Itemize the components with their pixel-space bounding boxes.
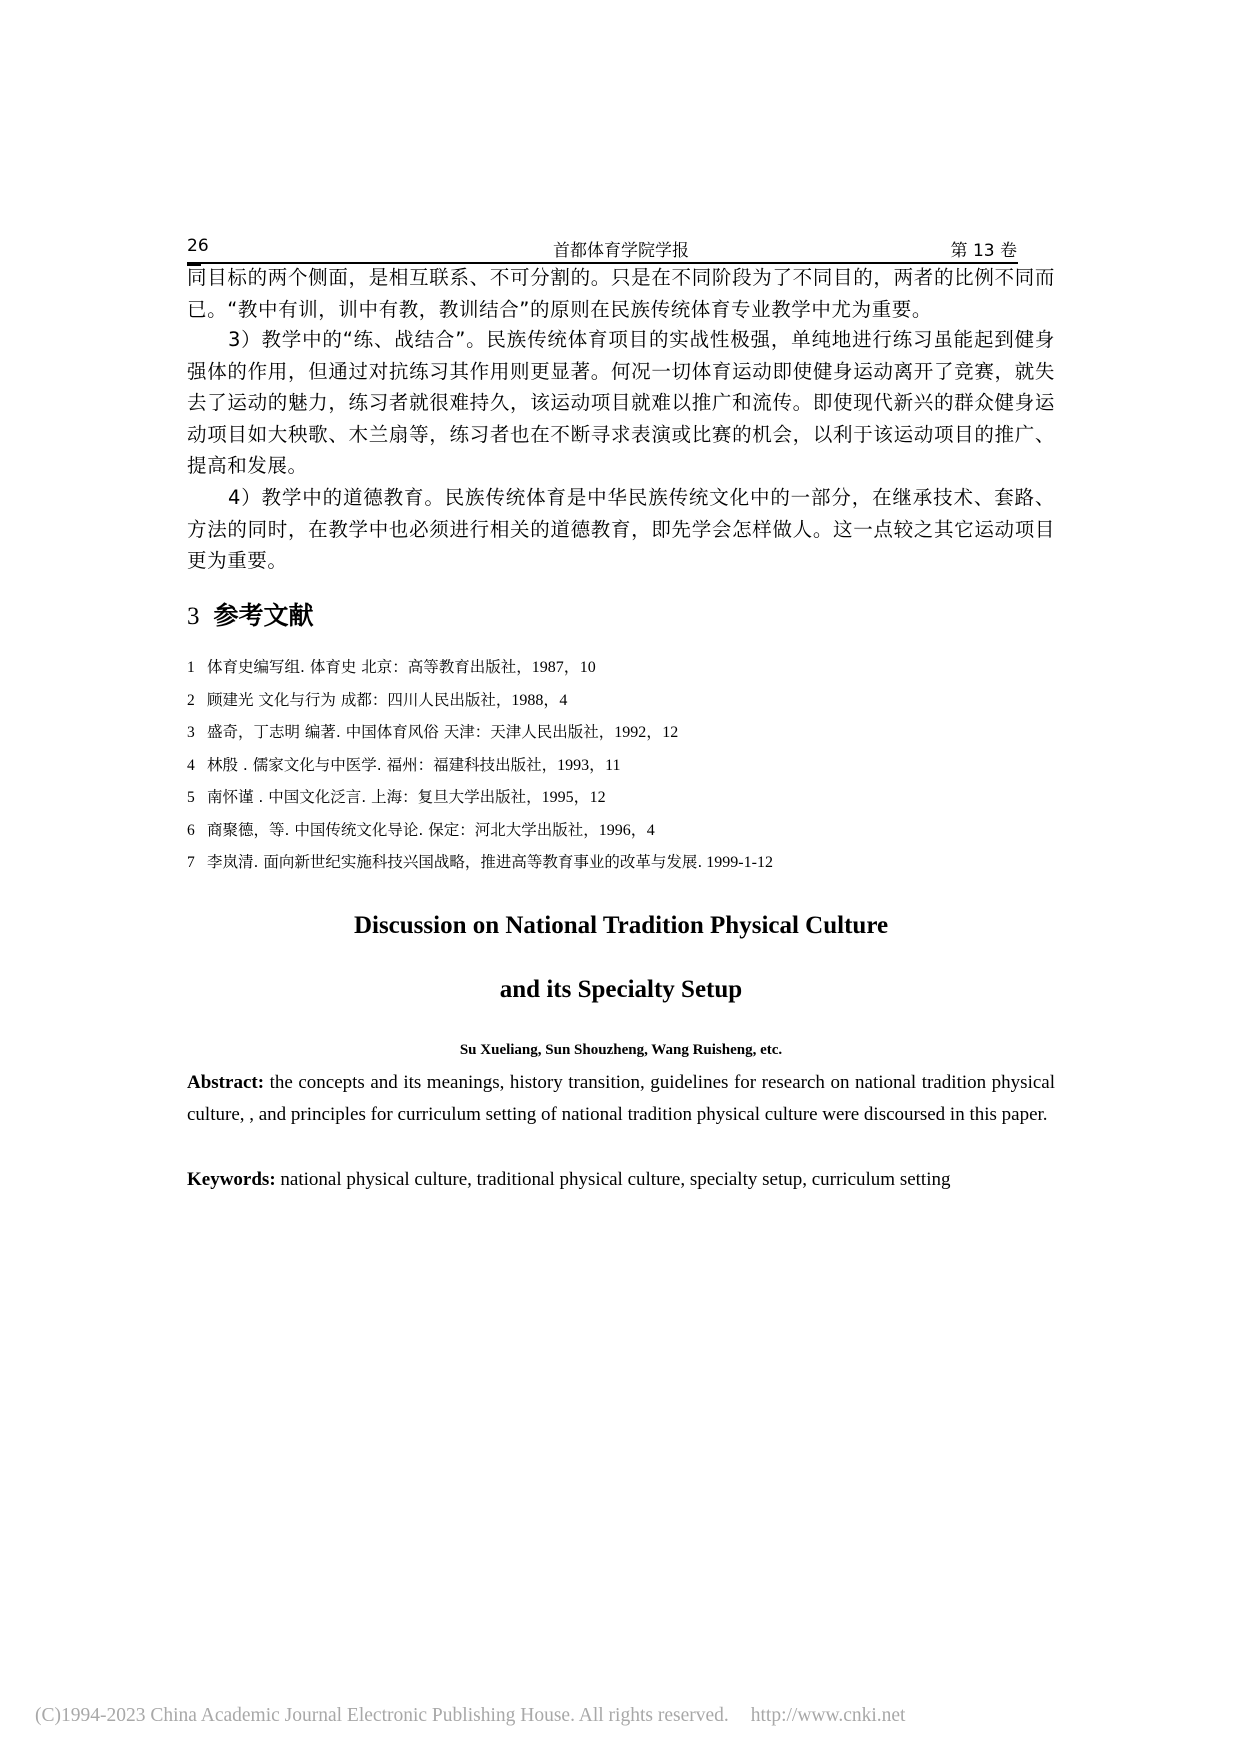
reference-number: 7 xyxy=(187,854,195,871)
reference-item xyxy=(187,754,1067,787)
reference-item xyxy=(187,851,1067,884)
section-title: 参考文献 xyxy=(213,601,314,630)
reference-text: 林殷 . 儒家文化与中医学. 福州：福建科技出版社， xyxy=(207,755,558,774)
journal-name: 首都体育学院学报 xyxy=(553,241,689,261)
reference-text: 顾建光 文化与行为 成都：四川人民出版社， xyxy=(207,690,512,709)
copyright-text: (C)1994-2023 China Academic Journal Electronic Publishing House. All rights reserved. xyxy=(35,1705,729,1726)
reference-item xyxy=(187,689,1067,722)
section-number: 3 xyxy=(187,603,200,630)
reference-number: 6 xyxy=(187,821,195,839)
reference-date: 1992，12 xyxy=(614,724,679,741)
reference-number: 2 xyxy=(187,691,195,709)
reference-number: 3 xyxy=(187,724,195,741)
english-keywords xyxy=(187,1164,1055,1196)
reference-number: 1 xyxy=(187,659,195,676)
reference-item xyxy=(187,819,1067,852)
keywords-text: national physical culture, traditional physical culture, specialty setup, curriculum setting xyxy=(275,1169,951,1190)
reference-text: 李岚清. 面向新世纪实施科技兴国战略，推进高等教育事业的改革与发展. xyxy=(207,853,703,871)
body-paragraph-3 xyxy=(187,482,1055,577)
keywords-label: Keywords: xyxy=(187,1169,276,1190)
reference-date: 1987，10 xyxy=(531,659,596,676)
reference-date: 1996，4 xyxy=(598,821,655,839)
paragraph-text: 3）教学中的“练、战结合”。民族传统体育项目的实战性极强，单纯地进行练习虽能起到健身强体的作用，但通过对抗练习其作用则更显著。何况一切体育运动即使健身运动离开了竞赛，就失去了运动的魅力，练习者就很难持久，该运动项目就难以推广和流传。即使现代新兴的群众健身运动项目如大秧歌、木兰扇等，练习者也在不断寻求表演或比赛的机会，以利于该运动项目的推广、提高和发展。 xyxy=(187,328,1055,477)
section-heading-references xyxy=(187,596,314,632)
reference-date: 1993，11 xyxy=(557,756,621,774)
reference-item xyxy=(187,721,1067,754)
reference-item xyxy=(187,656,1067,689)
english-title-line-1: Discussion on National Tradition Physical Culture xyxy=(353,912,889,939)
running-header xyxy=(187,236,1055,260)
abstract-text: the concepts and its meanings, history transition, guidelines for research on national tradition physical culture, , and principles for curriculum setting of national tradition physical culture were discoursed in this paper. xyxy=(187,1072,1055,1125)
reference-item xyxy=(187,786,1067,819)
paragraph-text: 4）教学中的道德教育。民族传统体育是中华民族传统文化中的一部分，在继承技术、套路、方法的同时，在教学中也必须进行相关的道德教育，即先学会怎样做人。这一点较之其它运动项目更为重要。 xyxy=(187,486,1055,572)
reference-list xyxy=(187,656,1067,884)
reference-text: 商聚德，等. 中国传统文化导论. 保定：河北大学出版社， xyxy=(207,820,599,839)
footer-url[interactable]: http://www.cnki.net xyxy=(750,1705,906,1726)
reference-text: 南怀谨 . 中国文化泛言. 上海：复旦大学出版社， xyxy=(207,788,542,806)
body-paragraph-1 xyxy=(187,262,1055,325)
abstract-label: Abstract: xyxy=(187,1072,265,1093)
reference-text: 盛奇，丁志明 编著. 中国体育风俗 天津：天津人民出版社， xyxy=(207,723,615,741)
paragraph-text: 同目标的两个侧面，是相互联系、不可分割的。只是在不同阶段为了不同目的，两者的比例不同而已。“教中有训，训中有教，教训结合”的原则在民族传统体育专业教学中尤为重要。 xyxy=(187,266,1055,321)
copyright-footer xyxy=(35,1705,1065,1727)
reference-number: 5 xyxy=(187,789,195,806)
body-paragraph-2 xyxy=(187,324,1055,482)
english-authors: Su Xueliang, Sun Shouzheng, Wang Ruisheng, etc. xyxy=(459,1042,783,1058)
english-abstract xyxy=(187,1067,1055,1131)
reference-date: 1999-1-12 xyxy=(702,854,773,871)
english-title-line-2: and its Specialty Setup xyxy=(499,976,743,1003)
reference-date: 1995，12 xyxy=(541,789,606,806)
reference-number: 4 xyxy=(187,756,195,774)
reference-date: 1988，4 xyxy=(511,691,568,709)
volume-label: 第 13 卷 xyxy=(950,241,1017,261)
page-number: 26 xyxy=(187,236,209,256)
reference-text: 体育史编写组. 体育史 北京：高等教育出版社， xyxy=(207,658,532,676)
